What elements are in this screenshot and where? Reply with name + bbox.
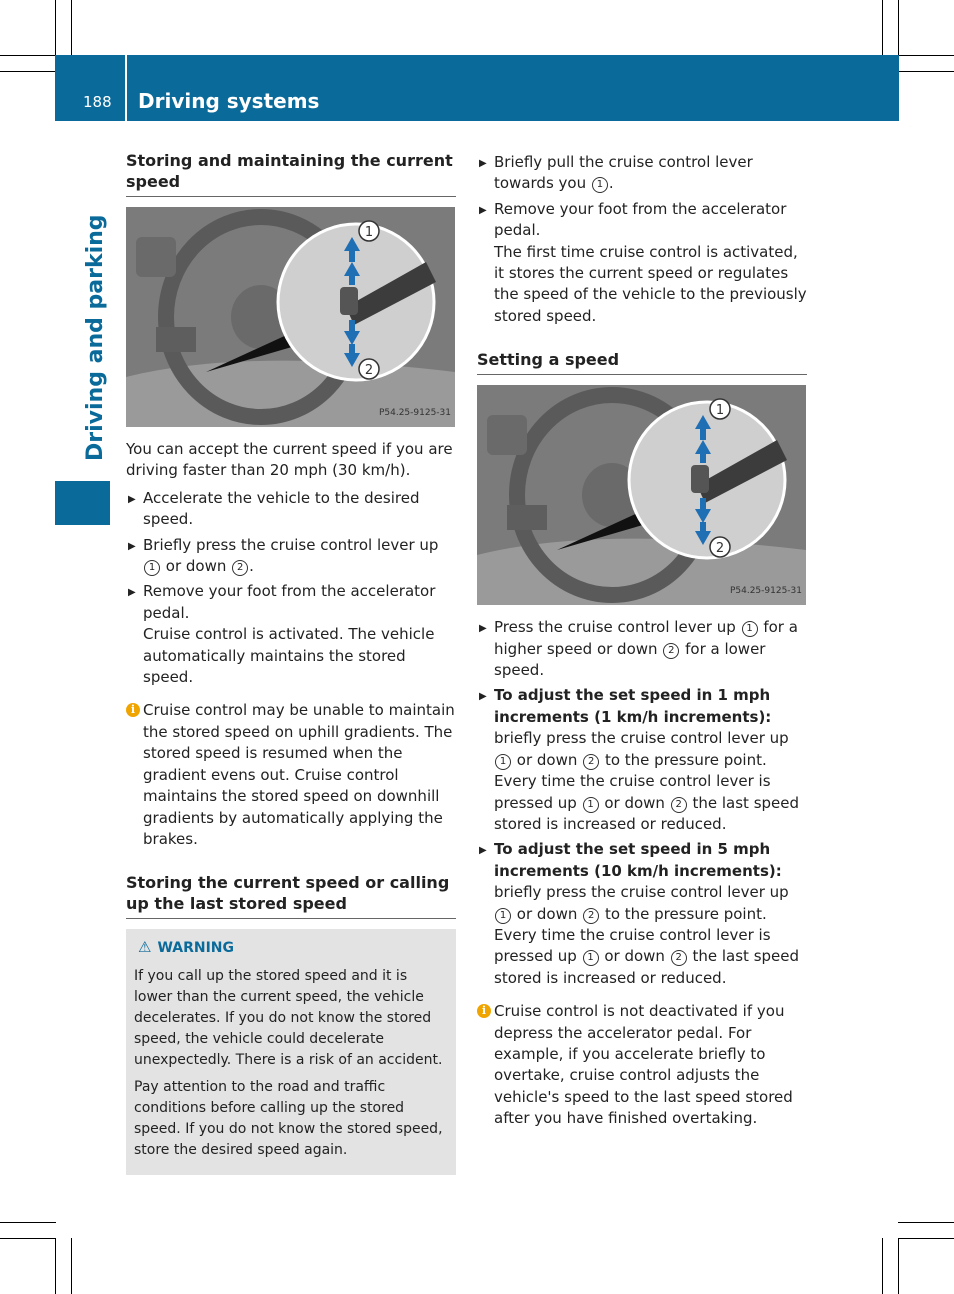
step-item — [477, 617, 807, 681]
step-text: Accelerate the vehicle to the desired speed. — [143, 488, 420, 529]
warning-title: WARNING — [157, 940, 235, 957]
step-text: Remove your foot from the accelerator pedal. — [494, 199, 787, 240]
warning-triangle-icon: ⚠ — [138, 938, 152, 957]
warning-header — [134, 937, 448, 959]
warning-box — [126, 929, 456, 1174]
heading-setting-speed: Setting a speed — [477, 349, 807, 375]
cruise-control-lever-figure — [126, 207, 455, 427]
step-text: for a higher speed or down — [494, 618, 798, 658]
cruise-control-illustration — [477, 385, 806, 605]
info-text: Cruise control may be unable to maintain the stored speed on uphill gradients. The stored speed is resumed when the gradient evens out. Cruise control maintains the stored speed on downhill gradients by automatically applying the brakes. — [143, 701, 455, 848]
callout-ref-2: 2 — [583, 754, 599, 770]
callout-2: 2 — [364, 363, 374, 378]
step-text: to the pressure point. — [604, 750, 767, 769]
step-item — [477, 199, 807, 327]
step-text: Remove your foot from the accelerator pedal. — [143, 582, 436, 622]
right-column — [477, 152, 807, 1136]
crop-mark — [55, 1238, 56, 1294]
crop-mark — [55, 0, 56, 56]
step-text: or down — [604, 947, 665, 966]
step-item — [126, 488, 456, 531]
page-number: 188 — [83, 93, 112, 111]
callout-ref-1: 1 — [144, 560, 160, 576]
heading-storing-maintaining: Storing and maintaining the current speed — [126, 150, 456, 197]
step-text: . — [249, 557, 254, 576]
step-text: the last speed stored is increased or reduced. — [494, 947, 800, 987]
step-item — [126, 581, 456, 688]
crop-mark — [0, 55, 56, 56]
callout-ref-1: 1 — [583, 950, 599, 966]
step-text: briefly press the cruise control lever up — [494, 883, 789, 902]
crop-mark — [898, 55, 954, 56]
callout-ref-2: 2 — [671, 797, 687, 813]
step-result — [494, 771, 807, 835]
callout-ref-1: 1 — [495, 754, 511, 770]
heading-storing-calling-up: Storing the current speed or calling up the last stored speed — [126, 872, 456, 919]
step-text: . — [608, 174, 614, 193]
step-result: Cruise control is activated. The vehicle automatically maintains the stored speed. — [143, 625, 435, 687]
figure-id: P54.25-9125-31 — [378, 407, 451, 418]
step-text: or down — [516, 750, 578, 769]
figure-id: P54.25-9125-31 — [729, 585, 802, 596]
header-divider — [125, 55, 127, 121]
step-text: or down — [165, 557, 227, 576]
intro-text: You can accept the current speed if you are driving faster than 20 mph (30 km/h). — [126, 440, 453, 480]
triangle-right-icon: ▶ — [479, 845, 487, 857]
section-title: Driving systems — [138, 89, 320, 113]
info-note — [126, 700, 456, 850]
step-text: for a lower speed. — [494, 639, 766, 680]
step-result: The first time cruise control is activated, it stores the current speed or regulates the speed of the vehicle to the previously stored speed. — [494, 242, 807, 325]
triangle-right-icon: ▶ — [128, 540, 136, 552]
step-text: or down — [604, 793, 665, 812]
warning-paragraph: If you call up the stored speed and it is lower than the current speed, the vehicle decelerates. If you do not know the stored speed, the vehicle could decelerate unexpectedly. There is a risk of an accident. — [134, 967, 443, 1068]
step-bold-lead: To adjust the set speed in 1 mph increments (1 km/h increments): — [494, 686, 772, 726]
triangle-right-icon: ▶ — [479, 691, 487, 703]
info-icon: i — [477, 1004, 491, 1018]
cruise-control-lever-figure — [477, 385, 806, 605]
step-text: to the pressure point. — [604, 904, 767, 923]
step-item — [126, 535, 456, 578]
callout-ref-2: 2 — [232, 560, 248, 576]
callout-2: 2 — [715, 541, 725, 557]
step-item — [477, 152, 807, 195]
crop-mark — [882, 0, 883, 56]
crop-mark — [71, 1238, 72, 1294]
crop-mark — [0, 71, 56, 72]
triangle-right-icon: ▶ — [479, 158, 487, 169]
step-text: Briefly pull the cruise control lever towards you — [494, 153, 753, 193]
step-bold-lead: To adjust the set speed in 5 mph increments (10 km/h increments): — [494, 840, 782, 880]
chapter-tab-marker — [55, 481, 110, 525]
step-text: Every time the cruise control lever is pressed up — [494, 772, 771, 812]
left-column — [126, 150, 456, 1175]
triangle-right-icon: ▶ — [479, 623, 487, 635]
cruise-control-illustration — [126, 207, 455, 427]
crop-mark — [882, 1238, 883, 1294]
step-item — [477, 685, 807, 835]
step-text: Every time the cruise control lever is pressed up — [494, 925, 771, 966]
callout-ref-1: 1 — [592, 177, 608, 193]
callout-1: 1 — [715, 403, 725, 419]
triangle-right-icon: ▶ — [128, 587, 136, 599]
crop-mark — [898, 1222, 954, 1223]
info-text: Cruise control is not deactivated if you depress the accelerator pedal. For example, if you accelerate briefly to overtake, cruise control adjusts the vehicle's speed to the last speed stored after you have finished overtaking. — [494, 1002, 793, 1128]
step-text: the last speed stored is increased or reduced. — [494, 793, 800, 833]
step-text: Press the cruise control lever up — [494, 618, 736, 637]
step-item — [477, 839, 807, 989]
callout-ref-1: 1 — [495, 908, 511, 924]
step-text: or down — [516, 904, 578, 923]
callout-ref-1: 1 — [742, 621, 758, 637]
callout-ref-2: 2 — [583, 908, 599, 924]
crop-mark — [898, 1238, 954, 1239]
chapter-tab — [55, 121, 110, 525]
crop-mark — [71, 0, 72, 56]
triangle-right-icon: ▶ — [479, 204, 487, 216]
crop-mark — [898, 0, 899, 56]
crop-mark — [0, 1238, 56, 1239]
triangle-right-icon: ▶ — [128, 493, 136, 505]
info-note — [477, 1001, 807, 1129]
step-text: Briefly press the cruise control lever up — [143, 535, 439, 554]
callout-ref-1: 1 — [583, 797, 599, 813]
callout-ref-2: 2 — [671, 950, 687, 966]
step-text: briefly press the cruise control lever up — [494, 729, 789, 748]
info-icon: i — [126, 703, 140, 717]
step-result — [494, 925, 807, 989]
callout-1: 1 — [364, 225, 374, 240]
crop-mark — [0, 1222, 56, 1223]
chapter-tab-label: Driving and parking — [83, 214, 108, 461]
crop-mark — [898, 71, 954, 72]
crop-mark — [898, 1238, 899, 1294]
page-header — [55, 55, 899, 121]
warning-paragraph: Pay attention to the road and traffic conditions before calling up the stored speed. If you do not know the stored speed, store the desired speed again. — [134, 1078, 443, 1158]
callout-ref-2: 2 — [663, 643, 679, 659]
